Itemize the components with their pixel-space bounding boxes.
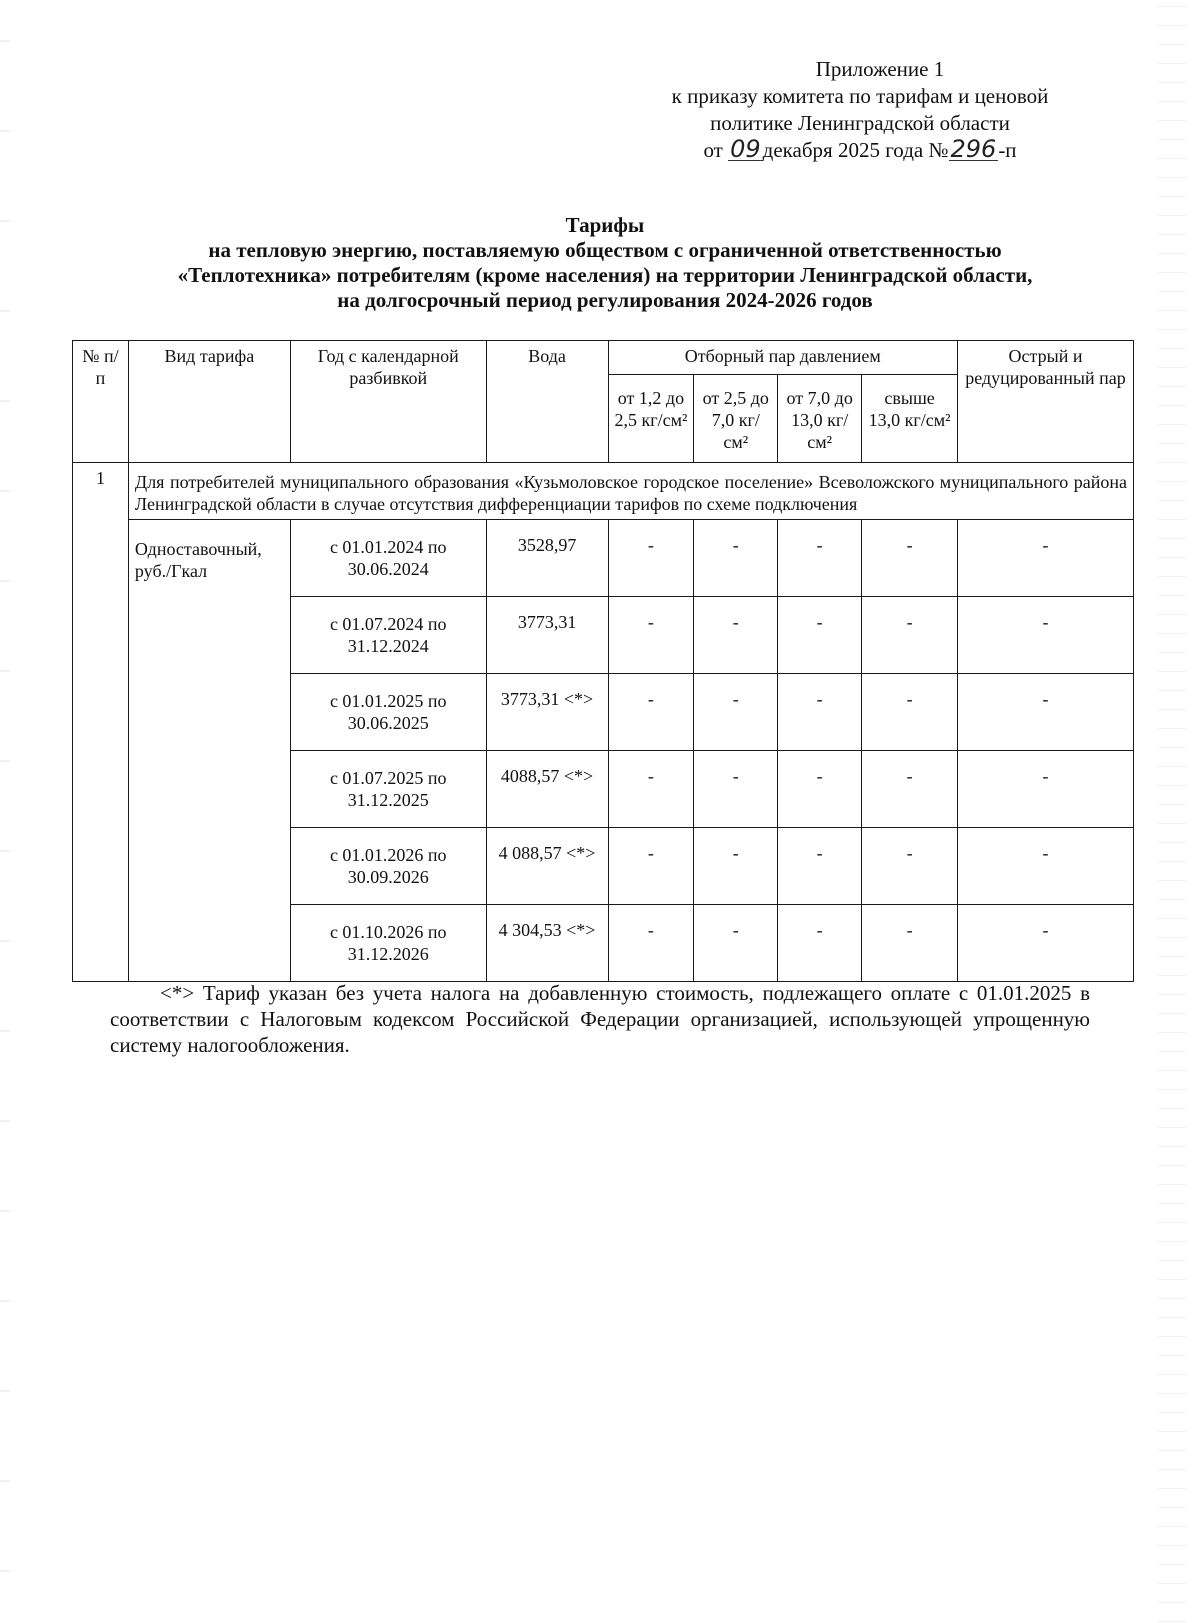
period-cell: с 01.07.2024 по 31.12.2024 <box>290 597 486 674</box>
dash-cell: - <box>694 905 778 982</box>
appendix-line2: к приказу комитета по тарифам и ценовой <box>671 84 1049 108</box>
dash-cell: - <box>694 751 778 828</box>
dash-cell: - <box>862 905 958 982</box>
header-sharp-steam: Острый и редуцированный пар <box>958 341 1134 463</box>
dash-cell: - <box>778 751 862 828</box>
water-value: 4088,57 <*> <box>486 751 608 828</box>
document-title <box>90 213 1120 313</box>
dash-cell: - <box>608 905 694 982</box>
dash-cell: - <box>958 751 1134 828</box>
header-kind: Вид тарифа <box>128 341 290 463</box>
title-line3: «Теплотехника» потребителям (кроме населения) на территории Ленинградской области, <box>177 263 1033 287</box>
header-num: № п/п <box>73 341 129 463</box>
scan-edge-right <box>1158 0 1186 1623</box>
group-num: 1 <box>73 463 129 982</box>
period-cell: с 01.01.2024 по 30.06.2024 <box>290 520 486 597</box>
dash-cell: - <box>694 828 778 905</box>
dash-cell: - <box>694 597 778 674</box>
group-description: Для потребителей муниципального образования «Кузьмоловское городское поселение» Всеволожского муниципального района Ленинградской области в случае отсутствия дифференциации тарифов по схеме подключения <box>128 463 1133 520</box>
dash-cell: - <box>608 828 694 905</box>
header-steam-group: Отборный пар давлением <box>608 341 958 375</box>
title-line2: на тепловую энергию, поставляемую обществом с ограниченной ответственностью <box>208 238 1002 262</box>
dash-cell: - <box>862 828 958 905</box>
dash-cell: - <box>694 520 778 597</box>
appendix-line1: Приложение 1 <box>815 57 945 81</box>
dash-cell: - <box>778 597 862 674</box>
tariff-kind: Одноставочный, руб./Гкал <box>128 520 290 982</box>
dash-cell: - <box>778 520 862 597</box>
header-steam-2: от 2,5 до 7,0 кг/см² <box>694 375 778 463</box>
dash-cell: - <box>694 674 778 751</box>
dash-cell: - <box>958 597 1134 674</box>
header-steam-3: от 7,0 до 13,0 кг/см² <box>778 375 862 463</box>
title-line1: Тарифы <box>565 213 645 237</box>
water-value: 4 088,57 <*> <box>486 828 608 905</box>
dash-cell: - <box>862 674 958 751</box>
footnote: <*> Тариф указан без учета налога на добавленную стоимость, подлежащего оплате с 01.01.2025 в соответствии с Налоговым кодексом Российской Федерации организацией, использующей упрощенную систему налогообложения. <box>110 981 1090 1057</box>
handwritten-number: 296 <box>950 135 997 163</box>
dash-cell: - <box>608 520 694 597</box>
water-value: 3773,31 <box>486 597 608 674</box>
handwritten-day: 09 <box>730 135 761 163</box>
date-suffix: -п <box>998 138 1017 162</box>
dash-cell: - <box>608 674 694 751</box>
title-line4: на долгосрочный период регулирования 2024-2026 годов <box>337 288 873 312</box>
period-cell: с 01.01.2025 по 30.06.2025 <box>290 674 486 751</box>
dash-cell: - <box>778 828 862 905</box>
dash-cell: - <box>608 597 694 674</box>
date-prefix: от <box>703 138 723 162</box>
dash-cell: - <box>958 905 1134 982</box>
dash-cell: - <box>958 828 1134 905</box>
dash-cell: - <box>608 751 694 828</box>
water-value: 4 304,53 <*> <box>486 905 608 982</box>
dash-cell: - <box>958 674 1134 751</box>
period-cell: с 01.10.2026 по 31.12.2026 <box>290 905 486 982</box>
water-value: 3773,31 <*> <box>486 674 608 751</box>
header-steam-1: от 1,2 до 2,5 кг/см² <box>608 375 694 463</box>
tariff-table <box>72 340 1134 982</box>
header-year: Год с календарной разбивкой <box>290 341 486 463</box>
period-cell: с 01.01.2026 по 30.09.2026 <box>290 828 486 905</box>
header-steam-4: свыше 13,0 кг/см² <box>862 375 958 463</box>
scan-edge-left <box>0 0 10 1623</box>
water-value: 3528,97 <box>486 520 608 597</box>
dash-cell: - <box>958 520 1134 597</box>
appendix-line3: политике Ленинградской области <box>710 111 1010 135</box>
appendix-header <box>620 56 1100 164</box>
dash-cell: - <box>862 597 958 674</box>
period-cell: с 01.07.2025 по 31.12.2025 <box>290 751 486 828</box>
dash-cell: - <box>862 751 958 828</box>
dash-cell: - <box>778 674 862 751</box>
dash-cell: - <box>778 905 862 982</box>
dash-cell: - <box>862 520 958 597</box>
header-water: Вода <box>486 341 608 463</box>
date-middle: декабря 2025 года № <box>762 138 949 162</box>
appendix-date-line <box>620 137 1100 164</box>
